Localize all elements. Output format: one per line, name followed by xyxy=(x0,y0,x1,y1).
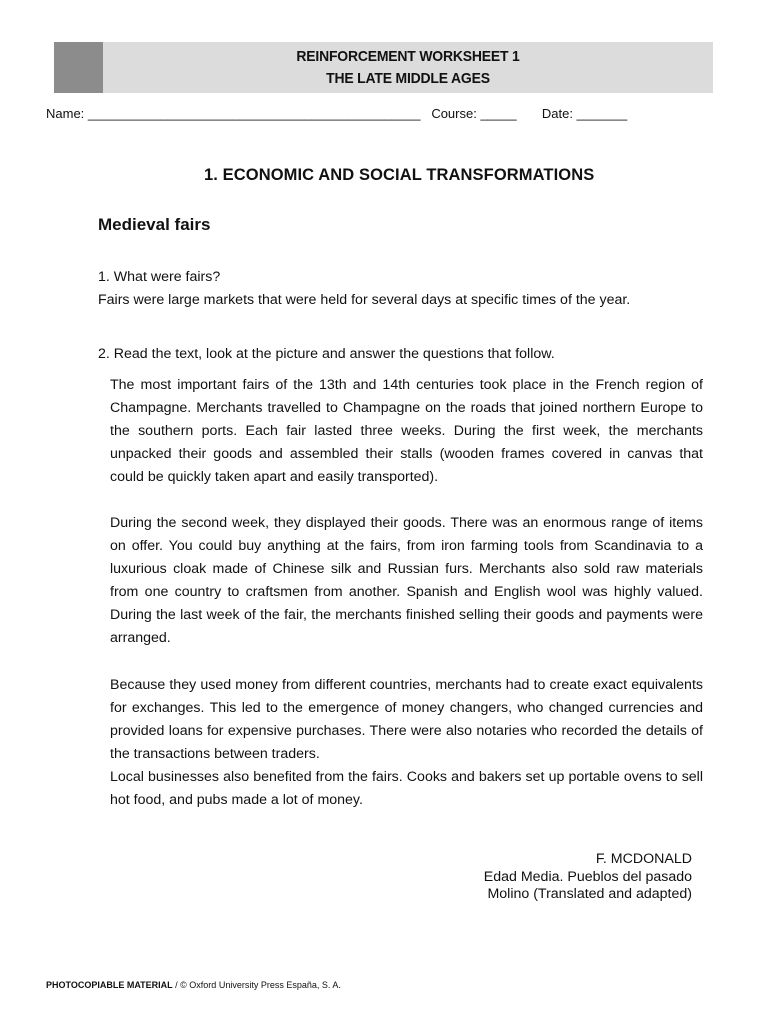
section-title: 1. ECONOMIC AND SOCIAL TRANSFORMATIONS xyxy=(204,166,595,184)
source-author: F. MCDONALD xyxy=(595,851,692,867)
answer-1: Fairs were large markets that were held for several days at specific times of the year. xyxy=(98,292,631,308)
footer-bold-label: PHOTOCOPIABLE MATERIAL xyxy=(46,980,173,990)
source-citation xyxy=(484,851,692,904)
header-band xyxy=(54,42,713,93)
name-course-date-line: Name: ______________________________________________ Course: _____ Date: _______ xyxy=(46,106,628,121)
worksheet-title xyxy=(124,46,691,90)
subheading-medieval-fairs: Medieval fairs xyxy=(98,215,211,234)
footer-copyright xyxy=(46,980,341,990)
passage-paragraph-3: Because they used money from different countries, merchants had to create exact equivalents for exchanges. This led to the emergence of money changers, who changed currencies and provided loans for expensive purchases. There were also notaries who recorded the details of the transactions between traders. xyxy=(110,677,703,762)
header-gray-square xyxy=(54,42,103,93)
worksheet-title-line2: THE LATE MIDDLE AGES xyxy=(326,70,490,87)
passage-paragraph-2: During the second week, they displayed their goods. There was an enormous range of items on offer. You could buy anything at the fairs, from iron farming tools from Scandinavia to a luxurious cloak made of Chinese silk and Russian furs. Merchants also sold raw materials from one country to craftsmen from another. Spanish and English wool was highly valued. During the last week of the fair, the merchants finished selling their goods and payments were arranged. xyxy=(110,515,703,646)
source-publisher: Molino (Translated and adapted) xyxy=(487,886,692,902)
passage-paragraph-4: Local businesses also benefited from the fairs. Cooks and bakers set up portable ovens to sell hot food, and pubs made a lot of money. xyxy=(110,769,703,808)
footer-rest: / © Oxford University Press España, S. A. xyxy=(172,980,341,990)
passage-paragraph-1: The most important fairs of the 13th and 14th centuries took place in the French region of Champagne. Merchants travelled to Champagne on the roads that joined northern Europe to the southern ports. Each fair lasted three weeks. During the first week, the merchants unpacked their goods and assembled their stalls (wooden frames covered in canvas that could be quickly taken apart and easily transported). xyxy=(110,377,703,485)
question-1: 1. What were fairs? xyxy=(98,269,221,285)
worksheet-title-line1: REINFORCEMENT WORKSHEET 1 xyxy=(296,48,520,65)
source-book: Edad Media. Pueblos del pasado xyxy=(483,868,692,885)
question-2: 2. Read the text, look at the picture and answer the questions that follow. xyxy=(98,346,555,362)
